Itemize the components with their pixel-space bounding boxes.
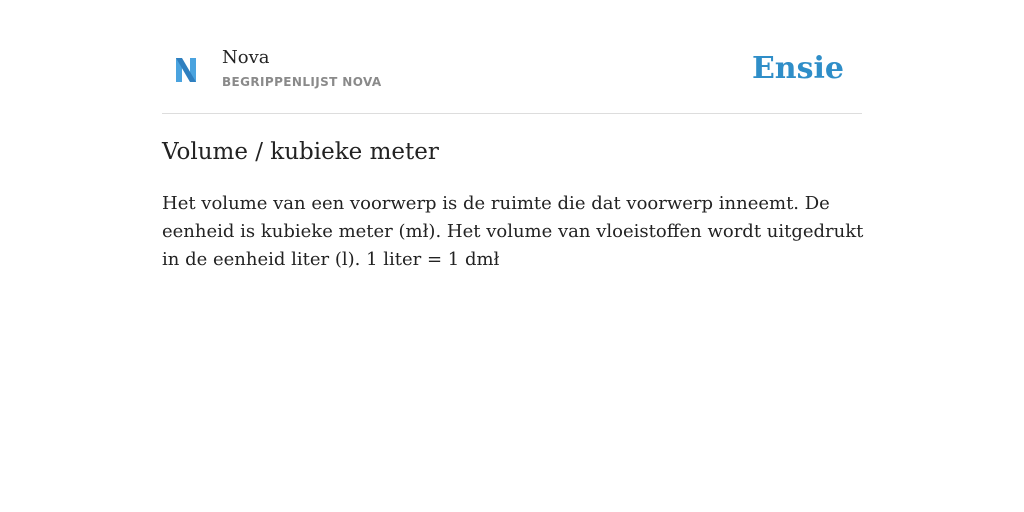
brand-logo-link[interactable]: Ensie (751, 51, 844, 86)
header (162, 40, 862, 114)
source-subtitle[interactable]: BEGRIPPENLIJST NOVA (222, 75, 382, 89)
article-title: Volume / kubieke meter (162, 139, 439, 165)
source-name[interactable]: Nova (222, 47, 270, 68)
nova-logo-icon[interactable] (174, 56, 198, 84)
article-body: Het volume van een voorwerp is de ruimte die dat voorwerp inneemt. De eenheid is kubieke meter (mł). Het volume van vloeistoffen wordt uitgedrukt in de eenheid liter (l). 1 liter = 1 dmł (162, 193, 864, 270)
